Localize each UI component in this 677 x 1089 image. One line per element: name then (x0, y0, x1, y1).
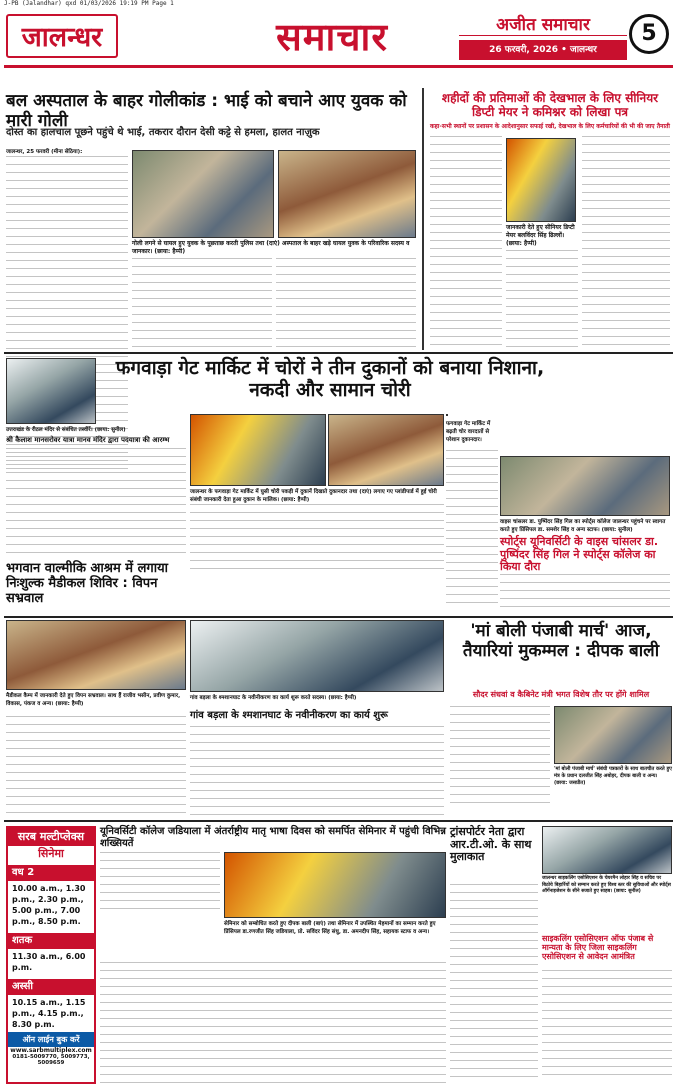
story11-body (542, 970, 672, 1082)
story1-body-col2 (132, 258, 272, 348)
story7-credit: (छाया: हैप्पी) (328, 695, 357, 701)
story4-body (6, 448, 186, 558)
story1-photo-left (132, 150, 274, 238)
story8-headline: 'मां बोली पंजाबी मार्च' आज, तैयारियां मुकम्मल : दीपक बाली (462, 621, 660, 661)
divider-vertical (422, 88, 424, 350)
cinema-movie1 (8, 865, 94, 881)
story2-caption-text: जानकारी देते हुए सीनियर डिप्टी मेयर बलविंदर सिंह ढिल्लों। (506, 224, 575, 239)
story7-caption (190, 694, 444, 702)
story4-caption-text: उत्तराखंड के रीठल मंदिर से संबंधित तस्वीरें। (6, 427, 93, 433)
story6-caption (6, 692, 186, 708)
story5-body (500, 574, 670, 614)
cinema-movie2-times: 11.30 a.m., 6.00 p.m. (12, 952, 86, 972)
story11-credit: (छाया: सुनील) (613, 889, 641, 894)
story5-photo (500, 456, 670, 516)
story1-body-col3 (276, 258, 416, 348)
story10-body (450, 884, 538, 1084)
story2-photo (506, 138, 576, 222)
story3-headline: फगवाड़ा गेट मार्किट में चोरों ने तीन दुकानों को बनाया निशाना, नकदी और सामान चोरी (115, 357, 545, 401)
story9-photo (224, 852, 446, 918)
story4-credit: (छाया: सुनील) (94, 427, 126, 433)
story2-subhead: कहा-सभी स्थानों पर प्रशासन के आदेशानुसार सफाई रखी, देखभाल के लिए कर्मचारियों की भी की जाए तैनाती (430, 123, 670, 130)
story9-headline: यूनिवर्सिटी कॉलेज जडियाला में अंतर्राष्ट्रीय मातृ भाषा दिवस को समर्पित सेमिनार में पहुंची विभिन्न शख्सियतें (100, 826, 446, 849)
story8-caption (554, 766, 672, 787)
story9-caption: सेमिनार को सम्बोधित करते हुए दीपक बाली (बाएं) तथा सेमिनार में उपस्थित मेहमानों का सम्मान करते हुए प्रिंसिपल डा.रणजीत सिंह जडियाला, प्रो. सविंदर सिंह संधु, डा. अमनदीप सिंह, सहायक स्टाफ व अन्य। (224, 921, 436, 935)
story2-body-col1 (430, 136, 502, 348)
story5-credit: (छाया: सुनील) (601, 527, 633, 533)
story10-headline: ट्रांसपोर्टर नेता द्वारा आर.टी.ओ. के साथ मुलाकात (450, 825, 532, 864)
story3-side-caption: फगवाड़ा गेट मार्किट में बढ़ती चोर वारदातों से परेशान दुकानदार। (446, 421, 491, 443)
story6-body (6, 716, 186, 816)
cinema-header: सरब मल्टीप्लेक्स (8, 828, 94, 846)
story5-caption (500, 518, 670, 534)
story6-photo (6, 620, 186, 690)
story6-headline: भगवान वाल्मीकि आश्रम में लगाया निःशुल्क मैडीकल शिविर : विपन सभ्रवाल (6, 561, 169, 606)
story5-caption-text: वाइस चांसलर डा. पुष्पिंदर सिंह गिल का स्पोर्ट्स कॉलेज जालन्धर पहुंचने पर स्वागत करते हुए प्रिंसिपल डा. समशेर सिंह व अन्य स्टाफ। (500, 519, 666, 533)
masthead-city-title: जालन्धर (6, 14, 118, 58)
story3-caption-text: जालन्धर के फगवाड़ा गेट मार्किट में घुसी चोरी पकड़ी में दुकानें दिखाते दुकानदार तथा (दाएं) लगाए गए प्लांडीपार्ड में हुई चोरी संबंधी जानकारी देता हुआ दुकान के मालिक। (190, 489, 437, 503)
story11-photo (542, 826, 672, 874)
story2-body-col2 (506, 250, 578, 348)
story3-caption (190, 488, 444, 504)
story8-caption-text: 'मां बोली पंजाबी मार्च' संबंधी पत्रकारों के साथ बातचीत करते हुए मंत्र के प्रधान दलजीत सिंह अबोहर, दीपक बाली व अन्य। (554, 766, 672, 779)
story3-photo-left (190, 414, 326, 486)
masthead (4, 10, 673, 68)
story4-photo (6, 358, 96, 424)
cinema-movie3-times: 10.15 a.m., 1.15 p.m., 4.15 p.m., 8.30 p.m. (12, 998, 86, 1029)
story8-subhead: सौदर संधवां व कैबिनेट मंत्री भगत विशेष तौर पर होंगे शामिल (472, 690, 650, 699)
story1-dateline: जालन्धर, 25 फरवरी (मीना सेठिया): (6, 149, 83, 155)
story7-photo (190, 620, 444, 692)
story7-body (190, 726, 444, 818)
cinema-movie2: शतक (8, 933, 94, 949)
story9-body-col2 (100, 962, 446, 1084)
divider-horizontal-1 (4, 352, 673, 354)
story1-credit: (छाया: हैप्पी) (154, 248, 186, 255)
story4-caption (6, 426, 186, 434)
movie1-title: वध (12, 867, 24, 878)
story1-caption (132, 240, 416, 256)
cinema-phone: 0181-5009770, 5009773, 5009659 (12, 1054, 90, 1066)
story2-headline: शहीदों की प्रतिमाओं की देखभाल के लिए सीनियर डिप्टी मेयर ने कमिश्नर को लिखा पत्र (441, 91, 659, 119)
divider-horizontal-2 (4, 616, 673, 618)
divider-horizontal-3 (4, 820, 673, 822)
story3-spacer (446, 414, 448, 416)
story8-credit: (छाया: जसप्रीत) (554, 780, 586, 786)
story2-credit: (छाया: हैप्पी) (506, 240, 537, 247)
story8-body-col1 (450, 706, 550, 806)
movie1-badge: 2 (27, 867, 35, 878)
cinema-movie3: अस्सी (8, 979, 94, 995)
story11-caption (542, 876, 672, 896)
story6-credit: (छाया: हैप्पी) (55, 701, 84, 707)
print-meta-line: J-PB (Jalandhar) qxd 01/03/2026 19:19 PM Page 1 (4, 0, 174, 7)
story6-caption-text: मैडीकल कैम्प में जानकारी देते हुए विपन सभ्रवाल। साथ हैं राजीव भसीन, प्रवीण कुमार, विकास, पंकज व अन्य। (6, 693, 181, 707)
story11-caption-text: जालन्धर साइकलिंग एसोसिएशन के चेयरमैन लोहार सिंह व सचिव पर बिठोये बिहार्रियों को सम्मान करते हुए विश्व स्तर की सुविधाओं और स्पोर्ट्स ऑर्गेनाइजेशन के सीने सजाते हुए साहब। (542, 876, 671, 894)
story9-body-col1 (100, 852, 220, 912)
story1-subhead: दोस्त का हालचाल पूछने पहुंचे थे भाई, तकरार दौरान देसी कट्टे से हमला, हालत नाज़ुक (6, 127, 320, 138)
story3-photo-right (328, 414, 444, 486)
cinema-movie1-times: 10.00 a.m., 1.30 p.m., 2.30 p.m., 5.00 p.m., 7.00 p.m., 8.50 p.m. (12, 884, 86, 926)
page-number: 5 (629, 14, 669, 54)
story3-body (190, 504, 444, 572)
story4-headline: श्री कैलाश मानसरोवर यात्रा मानव मंदिर द्वारा पदयात्रा की आरम्भ (6, 436, 170, 444)
story3-side-body (446, 450, 498, 610)
cinema-ad (6, 826, 96, 1084)
cinema-header2: सिनेमा (38, 847, 64, 860)
masthead-section-title: समाचार (276, 14, 388, 59)
story2-caption (506, 224, 578, 248)
story8-photo (554, 706, 672, 764)
cinema-website: www.sarbmultiplex.com (10, 1047, 92, 1054)
story1-photo-right (278, 150, 416, 238)
cinema-booking: ऑन लाईन बुक करें (8, 1032, 94, 1047)
paper-logo: अजीत समाचार (459, 12, 627, 36)
story7-caption-text: गांव बड़ला के श्मशानघाट के नवीनीकरण का कार्य शुरू करते सदस्य। (190, 695, 327, 701)
story3-credit: (छाया: हैप्पी) (281, 497, 310, 503)
story5-headline: स्पोर्ट्स यूनिवर्सिटी के वाइस चांसलर डा. पुष्पिंदर सिंह गिल ने स्पोर्ट्स कॉलेज का किया दौरा (500, 535, 659, 574)
story1-headline: बल अस्पताल के बाहर गोलीकांड : भाई को बचाने आए युवक को मारी गोली (6, 91, 407, 131)
story1-caption-text: गोली लगने से घायल हुए युवक के पूछताछ करती पुलिस तथा (दाएं) अस्पताल के बाहर खड़े घायल युवक के परिवारिक सदस्य व जानकार। (132, 240, 410, 255)
date-line: 26 फरवरी, 2026 • जालन्धर (459, 40, 627, 60)
story2-body-col3 (582, 136, 670, 348)
story7-headline: गांव बड़ला के श्मशानघाट के नवीनीकरण का कार्य शुरू (190, 710, 388, 721)
story11-headline: साइकलिंग एसोसिएशन ऑफ पंजाब से मान्यता के लिए जिला साइकलिंग एसोसिएशन से आवेदन आमंत्रित (542, 934, 654, 962)
